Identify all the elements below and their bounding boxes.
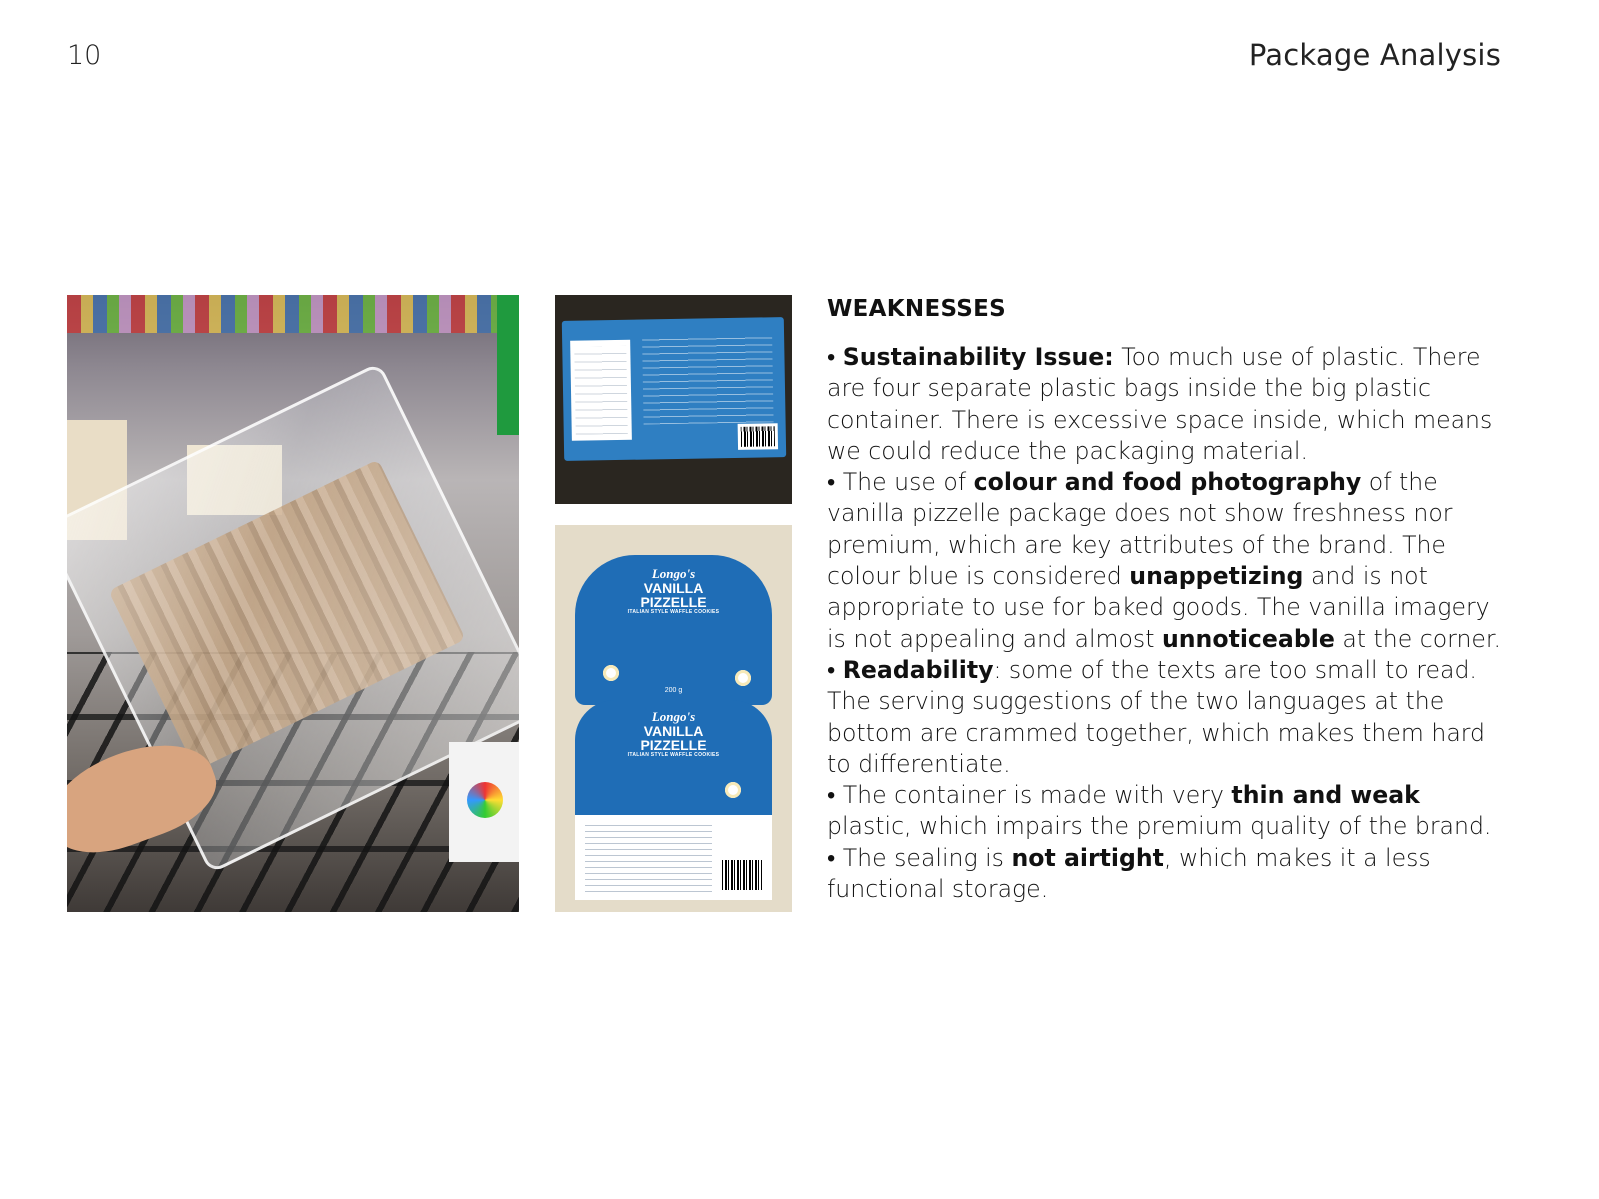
label-back-panel <box>575 700 772 900</box>
text-run: of the <box>1361 468 1438 497</box>
text-run: plastic, which impairs the premium quality of the brand. <box>827 812 1492 841</box>
text-run: Too much use of plastic. There <box>1113 343 1481 371</box>
text-run: we could reduce the packaging material. <box>827 436 1308 465</box>
page-number: 10 <box>67 40 102 71</box>
text-line <box>827 373 1507 404</box>
package-text-block <box>642 332 774 424</box>
text-run: and is not <box>1303 562 1428 591</box>
text-run: is not appealing and almost <box>827 624 1162 653</box>
label-product-line2: PIZZELLE <box>640 594 707 611</box>
text-line <box>827 624 1507 655</box>
shelf-products-background <box>67 295 519 333</box>
weaknesses-text <box>827 342 1507 905</box>
text-run: • The sealing is <box>827 843 1012 872</box>
text-run: to differentiate. <box>827 749 1011 778</box>
text-run: • <box>827 343 843 371</box>
barcode <box>722 860 762 890</box>
text-run: • The container is made with very <box>827 781 1232 810</box>
bold-phrase: Readability <box>842 655 994 684</box>
label-brand: Longo's <box>651 566 696 581</box>
label-subtitle: ITALIAN STYLE WAFFLE COOKIES <box>627 752 720 759</box>
text-line <box>827 843 1507 874</box>
unfolded-label-photo <box>555 525 792 912</box>
text-run: , which makes it a less <box>1163 843 1431 872</box>
candy-bag <box>449 742 519 862</box>
text-run: : some of the texts are too small to read. <box>993 655 1477 684</box>
bold-phrase: unappetizing <box>1129 562 1304 591</box>
label-weight: 200 g <box>664 687 683 694</box>
text-run: colour blue is considered <box>827 562 1130 591</box>
nutrition-facts-panel <box>570 340 632 441</box>
label-brand: Longo's <box>651 709 696 724</box>
package-back <box>562 317 786 461</box>
green-shelf-edge <box>497 295 519 435</box>
bold-phrase: not airtight <box>1011 843 1164 872</box>
text-line <box>827 530 1507 561</box>
text-run: • <box>827 655 843 684</box>
label-product-line1: VANILLA <box>643 722 704 739</box>
text-line <box>827 780 1507 811</box>
section-heading: WEAKNESSES <box>827 296 1007 322</box>
text-line <box>827 342 1507 373</box>
text-run: • The use of <box>827 468 974 497</box>
weaknesses-section <box>827 296 1507 905</box>
text-run: are four separate plastic bags inside the big plastic <box>827 374 1431 403</box>
label-front-panel <box>575 555 772 705</box>
package-back-photo <box>555 295 792 504</box>
label-product-line1: VANILLA <box>643 579 704 596</box>
bold-phrase: unnoticeable <box>1161 624 1335 653</box>
text-line <box>827 749 1507 780</box>
label-subtitle: ITALIAN STYLE WAFFLE COOKIES <box>627 609 720 616</box>
barcode <box>738 423 778 450</box>
bold-phrase: colour and food photography <box>973 468 1362 497</box>
text-run: at the corner. <box>1334 624 1501 653</box>
label-nutrition-area <box>575 815 772 900</box>
store-shelf-photo <box>67 295 519 912</box>
text-line <box>827 592 1507 623</box>
vanilla-flower-icon <box>725 782 741 798</box>
vanilla-flower-icon <box>603 665 619 681</box>
text-line <box>827 811 1507 842</box>
text-line <box>827 655 1507 686</box>
text-line <box>827 686 1507 717</box>
text-run: container. There is excessive space inside, which means <box>827 405 1493 434</box>
text-line <box>827 498 1507 529</box>
text-run: premium, which are key attributes of the brand. The <box>827 530 1446 559</box>
bold-phrase: Sustainability Issue: <box>842 343 1114 371</box>
text-line <box>827 405 1507 436</box>
text-run: bottom are crammed together, which makes them hard <box>827 718 1486 747</box>
text-line <box>827 436 1507 467</box>
page-title: Package Analysis <box>1248 38 1501 72</box>
bold-phrase: thin and weak <box>1231 781 1420 810</box>
text-line <box>827 561 1507 592</box>
text-run: functional storage. <box>827 875 1049 904</box>
text-line <box>827 467 1507 498</box>
text-line <box>827 874 1507 905</box>
text-run: appropriate to use for baked goods. The vanilla imagery <box>827 593 1490 622</box>
text-run: The serving suggestions of the two languages at the <box>827 687 1445 716</box>
text-run: vanilla pizzelle package does not show freshness nor <box>827 499 1453 528</box>
text-line <box>827 718 1507 749</box>
vanilla-flower-icon <box>735 670 751 686</box>
label-product-line2: PIZZELLE <box>640 737 707 754</box>
